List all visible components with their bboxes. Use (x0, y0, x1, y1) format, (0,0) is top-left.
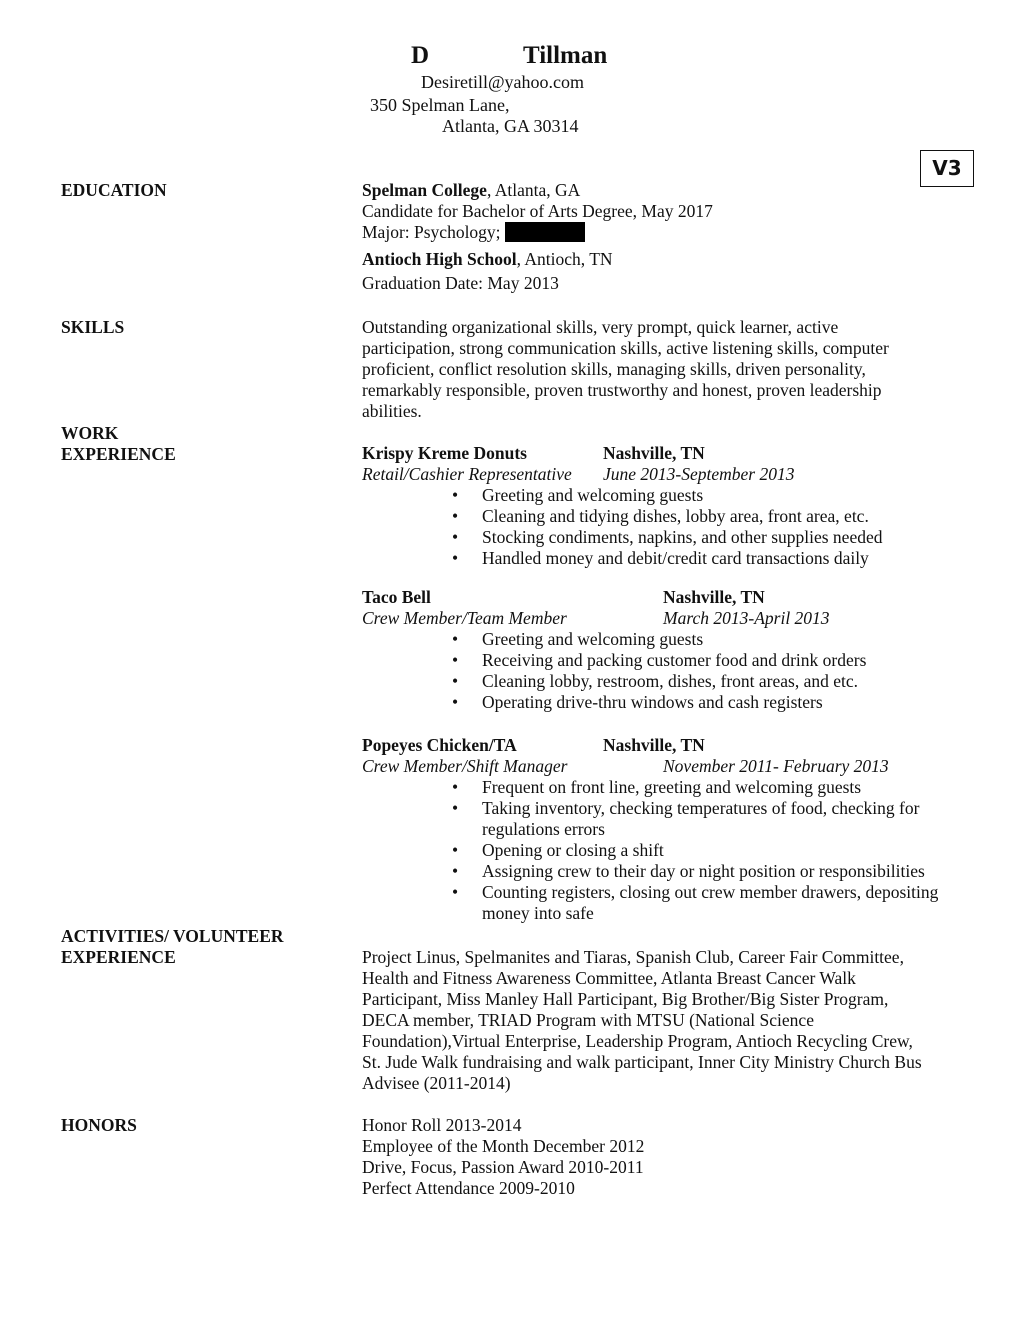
job-title: Retail/Cashier Representative (362, 464, 572, 484)
activities-line: Foundation),Virtual Enterprise, Leadership Program, Antioch Recycling Crew, (362, 1031, 913, 1051)
address-line-1: 350 Spelman Lane, (370, 95, 510, 115)
education-section (362, 180, 972, 294)
job-entry-krispy-kreme (362, 443, 972, 569)
honor-item: Employee of the Month December 2012 (362, 1136, 645, 1156)
honor-item: Perfect Attendance 2009-2010 (362, 1178, 575, 1198)
job-bullet: • Counting registers, closing out crew member drawers, depositing money into safe (362, 882, 962, 924)
job-employer: Popeyes Chicken/TA (362, 735, 517, 755)
work-heading (61, 423, 176, 465)
email: Desiretill@yahoo.com (421, 72, 585, 92)
redaction-block (505, 222, 585, 242)
activities-line: Project Linus, Spelmanites and Tiaras, Spanish Club, Career Fair Committee, (362, 947, 904, 967)
job-location: Nashville, TN (663, 587, 765, 607)
skills-line: remarkably responsible, proven trustworthy and honest, proven leadership (362, 380, 882, 400)
job-bullets (362, 777, 962, 924)
job-bullet: • Assigning crew to their day or night position or responsibilities (362, 861, 962, 882)
activities-section (362, 947, 972, 1094)
job-bullet: • Greeting and welcoming guests (362, 629, 972, 650)
job-entry-popeyes (362, 735, 972, 924)
job-bullets (362, 629, 972, 713)
job-bullet: • Opening or closing a shift (362, 840, 962, 861)
skills-heading: SKILLS (61, 317, 125, 337)
job-bullet: • Frequent on front line, greeting and welcoming guests (362, 777, 962, 798)
honor-item: Honor Roll 2013-2014 (362, 1115, 522, 1135)
job-bullet: • Greeting and welcoming guests (362, 485, 972, 506)
job-dates: June 2013-September 2013 (603, 464, 795, 484)
high-school-location: , Antioch, TN (516, 249, 613, 269)
job-bullet: • Operating drive-thru windows and cash registers (362, 692, 972, 713)
skills-line: proficient, conflict resolution skills, managing skills, driven personality, (362, 359, 866, 379)
high-school-name: Antioch High School (362, 249, 517, 269)
activities-line: Health and Fitness Awareness Committee, Atlanta Breast Cancer Walk (362, 968, 856, 988)
activities-heading (61, 926, 284, 968)
job-title: Crew Member/Team Member (362, 608, 567, 628)
activities-line: Participant, Miss Manley Hall Participant, Big Brother/Big Sister Program, (362, 989, 889, 1009)
job-location: Nashville, TN (603, 443, 705, 463)
job-bullet: • Receiving and packing customer food and drink orders (362, 650, 972, 671)
education-heading: EDUCATION (61, 180, 167, 200)
job-dates: November 2011- February 2013 (663, 756, 889, 776)
job-bullet: • Handled money and debit/credit card transactions daily (362, 548, 972, 569)
job-employer: Krispy Kreme Donuts (362, 443, 527, 463)
honors-section (362, 1115, 972, 1199)
job-bullet: • Cleaning and tidying dishes, lobby area, front area, etc. (362, 506, 972, 527)
job-entry-taco-bell (362, 587, 972, 713)
job-bullets (362, 485, 972, 569)
first-name: D (411, 42, 430, 69)
activities-heading-line-2: EXPERIENCE (61, 947, 176, 967)
college-location: , Atlanta, GA (486, 180, 581, 200)
job-location: Nashville, TN (603, 735, 705, 755)
skills-line: abilities. (362, 401, 422, 421)
job-title: Crew Member/Shift Manager (362, 756, 568, 776)
job-bullet: • Cleaning lobby, restroom, dishes, front areas, and etc. (362, 671, 972, 692)
job-bullet: • Taking inventory, checking temperatures of food, checking for regulations errors (362, 798, 962, 840)
job-bullet: • Stocking condiments, napkins, and other supplies needed (362, 527, 972, 548)
address-line-2: Atlanta, GA 30314 (442, 116, 579, 136)
college-name: Spelman College (362, 180, 487, 200)
job-dates: March 2013-April 2013 (663, 608, 830, 628)
work-heading-line-2: EXPERIENCE (61, 444, 176, 464)
last-name: Tillman (523, 42, 608, 69)
version-tag-box: V3 (920, 150, 974, 187)
degree: Candidate for Bachelor of Arts Degree, May 2017 (362, 201, 713, 221)
honor-item: Drive, Focus, Passion Award 2010-2011 (362, 1157, 644, 1177)
activities-line: Advisee (2011-2014) (362, 1073, 511, 1093)
skills-line: Outstanding organizational skills, very prompt, quick learner, active (362, 317, 839, 337)
skills-section (362, 317, 972, 422)
job-employer: Taco Bell (362, 587, 431, 607)
activities-line: DECA member, TRIAD Program with MTSU (National Science (362, 1010, 814, 1030)
work-heading-line-1: WORK (61, 423, 119, 443)
graduation-date: Graduation Date: May 2013 (362, 273, 559, 293)
activities-heading-line-1: ACTIVITIES/ VOLUNTEER (61, 926, 284, 946)
major: Major: Psychology; (362, 222, 501, 242)
skills-line: participation, strong communication skills, active listening skills, computer (362, 338, 889, 358)
honors-heading: HONORS (61, 1115, 137, 1135)
activities-line: St. Jude Walk fundraising and walk participant, Inner City Ministry Church Bus (362, 1052, 922, 1072)
